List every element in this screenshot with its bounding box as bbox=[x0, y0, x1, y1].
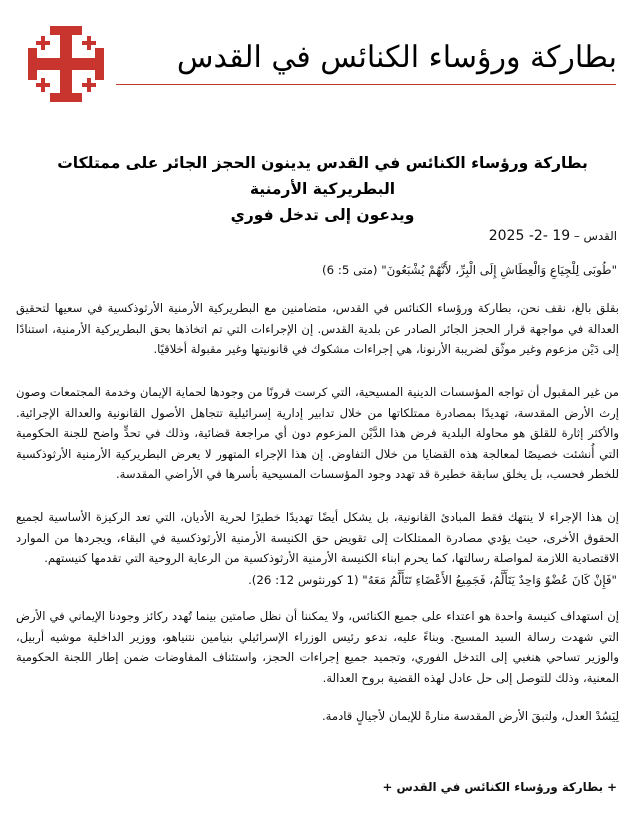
paragraph-5: لِيَسُدْ العدل، ولتبقَ الأرض المقدسة منارةً للإيمان لأجيالٍ قادمة. bbox=[321, 709, 619, 723]
headline-line-2: ويدعون إلى تدخل فوري bbox=[230, 206, 415, 224]
paragraph-3: إن هذا الإجراء لا ينتهك فقط المبادئ القانونية، بل يشكل أيضًا تهديدًا خطيرًا لحرية الأديان، التي تعد الركيزة الأساسية لجميع الحقوق الأخرى، حيث يؤدي مصادرة الممتلكات إلى تقويض حق الكنيسة الأرمنية الأرثوذكسية في البقاء، ويجردها من الموارد الاقتصادية اللازمة لمواصلة رسالتها، كما يحرم ابناء الكنيسة الأرمنية الأرثوذكسية من الرعاية الروحية التي تقدمها كنيستهم. bbox=[16, 510, 619, 565]
dateline bbox=[489, 228, 617, 244]
paragraph-2: من غير المقبول أن تواجه المؤسسات الدينية المسيحية، التي كرست قرونًا من وجودها لحماية الإيمان وخدمة المجتمعات وصون إرث الأرض المقدسة، تهديدًا بمصادرة ممتلكاتها من خلال تدابير إدارية إسرائيلية تتجاهل الأصول القانونية والعدالة الإجرائية. والأكثر إثارة للقلق هو محاولة البلدية فرض هذا الدَّيْن المزعوم دون أي مراجعة قضائية، وذلك في تحدٍّ واضح للجنة الحكومية التي أُنشئت خصيصًا لمعالجة هذه القضايا من خلال التفاوض. إن هذا الإجراء المتهور لا يعرض البطريركية الأرمنية الأرثوذكسية للخطر فحسب، بل يخلق سابقة خطيرة قد تهدد وجود المؤسسات المسيحية بأسرها في الأراضي المقدسة. bbox=[16, 385, 619, 481]
headline bbox=[26, 150, 619, 228]
jerusalem-cross-icon bbox=[22, 20, 110, 108]
scripture-quote-corinthians: "فَإِنْ كَانَ عُضْوٌ وَاحِدٌ يَتَأَلَّمُ، فَجَمِيعُ الأَعْضَاءِ تَتَأَلَّمُ مَعَهُ" (1 كورنثوس 12: 26). bbox=[248, 573, 617, 587]
signature: + بطاركة ورؤساء الكنائس في القدس + bbox=[382, 780, 617, 794]
headline-line-1: بطاركة ورؤساء الكنائس في القدس يدينون الحجز الجائر على ممتلكات البطريركية الأرمنية bbox=[57, 154, 588, 198]
paragraph-1: بقلق بالغ، نقف نحن، بطاركة ورؤساء الكنائس في القدس، متضامنين مع البطريركية الأرمنية الأرثوذكسية في سعيها لتحقيق العدالة في مواجهة قرار الحجز الجائر الصادر عن بلدية القدس. إن الإجراءات التي تم اتخاذها بحق البطريركية الأرمنية، استنادًا إلى دَيْن مزعوم وغير موثّق لضريبة الأرنونا، هي إجراءات مشكوك في قانونيتها وغير مقبولة أخلاقيًا. bbox=[16, 301, 619, 356]
paragraph-4: إن استهداف كنيسة واحدة هو اعتداء على جميع الكنائس، ولا يمكننا أن نظل صامتين بينما تُهدد ركائز وجودنا الإيماني في الأرض التي شهدت رسالة السيد المسيح. وبناءً عليه، ندعو رئيس الوزراء الإسرائيلي بنيامين نتنياهو، ووزير الداخلية موشيه أربيل، والوزير تساحي هنغبي إلى التدخل الفوري، وتجميد جميع إجراءات الحجز، واستئناف المفاوضات ضمن إطار اللجنة الحكومية المعنية، وذلك للتوصل إلى حل عادل لهذه القضية بروح العدالة. bbox=[16, 609, 619, 685]
header-title: بطاركة ورؤساء الكنائس في القدس bbox=[176, 40, 617, 75]
dateline-date: 19 -2- 2025 bbox=[488, 228, 571, 244]
dateline-place: القدس – bbox=[573, 229, 617, 243]
header-divider bbox=[116, 84, 616, 85]
scripture-quote-matthew: "طُوبَى لِلْجِيَاعِ وَالْعِطَاشِ إِلَى الْبِرِّ، لأَنَّهُمْ يُشْبَعُونَ" (متى 5: 6) bbox=[322, 263, 617, 277]
